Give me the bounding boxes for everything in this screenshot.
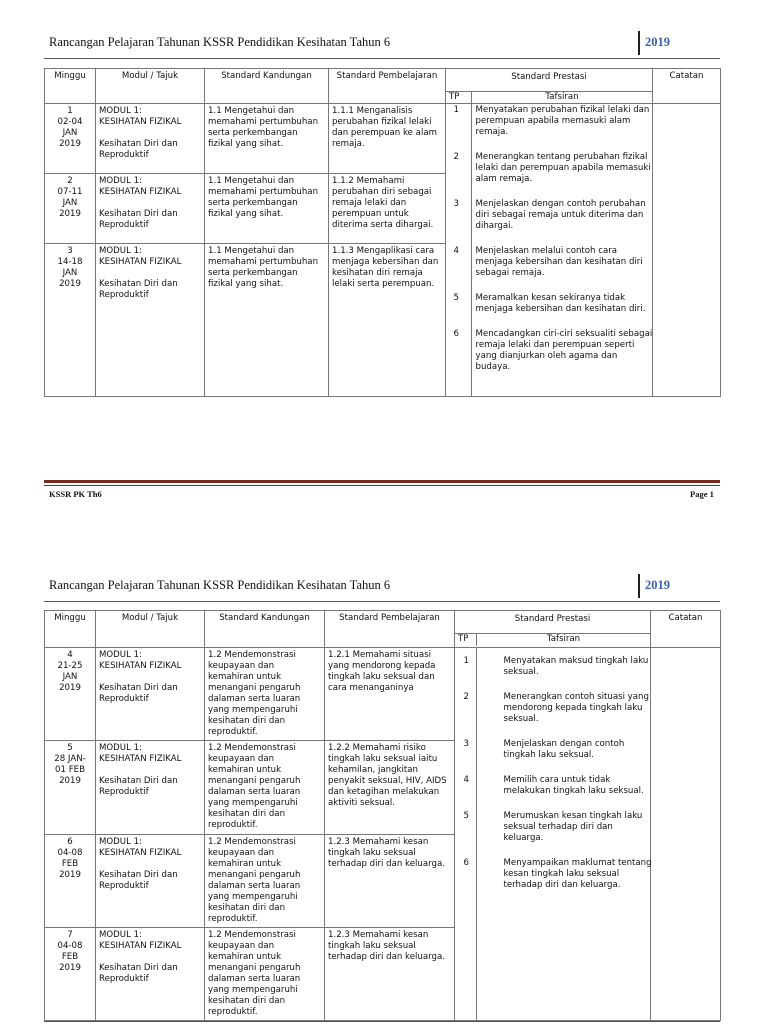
prestasi-label: Standard Prestasi — [514, 614, 591, 624]
catatan-cell — [653, 104, 721, 397]
list-item: 5 Merumuskan kesan tingkah laku seksual terhadap diri dan keluarga. — [463, 810, 643, 843]
page-number: Page 1 — [690, 489, 714, 499]
col-header-prestasi — [446, 69, 653, 104]
col-header-minggu: Minggu — [45, 69, 96, 104]
pembelajaran-cell: 1.2.3 Memahami kesan tingkah laku seksual terhadap diri dan keluarga. — [325, 834, 455, 927]
col-header-catatan: Catatan — [651, 611, 721, 648]
lesson-plan-table — [44, 68, 721, 397]
pembelajaran-cell: 1.2.3 Memahami kesan tingkah laku seksual terhadap diri dan keluarga. — [325, 927, 455, 1020]
week-cell: 7 04-08 FEB 2019 — [45, 927, 96, 1020]
list-item: 6 Menyampaikan maklumat tentang kesan tingkah laku seksual terhadap diri dan keluarga. — [463, 857, 652, 890]
footer-rule-thin — [44, 485, 720, 486]
catatan-cell — [651, 648, 721, 1021]
col-header-pembelajaran: Standard Pembelajaran — [325, 611, 455, 648]
modul-cell: MODUL 1: KESIHATAN FIZIKAL Kesihatan Diri dan Reproduktif — [96, 104, 205, 174]
header-year: 2019 — [645, 35, 670, 49]
table-row — [45, 104, 721, 174]
modul-cell: MODUL 1: KESIHATAN FIZIKAL Kesihatan Diri dan Reproduktif — [96, 927, 205, 1020]
modul-cell: MODUL 1: KESIHATAN FIZIKAL Kesihatan Diri dan Reproduktif — [96, 834, 205, 927]
list-item: 6 Mencadangkan ciri-ciri seksualiti sebagai remaja lelaki dan perempuan seperti yang dianjurkan oleh agama dan budaya. — [453, 328, 653, 372]
prestasi-cell — [446, 104, 653, 397]
kandungan-cell: 1.2 Mendemonstrasi keupayaan dan kemahiran untuk menangani pengaruh dalaman serta luaran yang mempengaruhi kesihatan diri dan reproduktif. — [205, 648, 325, 741]
week-cell: 6 04-08 FEB 2019 — [45, 834, 96, 927]
header-divider — [638, 574, 640, 598]
pembelajaran-cell: 1.1.3 Mengaplikasi cara menjaga kebersihan dan kesihatan diri remaja lelaki serta perempuan. — [329, 244, 446, 397]
pembelajaran-cell: 1.2.2 Memahami risiko tingkah laku seksual iaitu kehamilan, jangkitan penyakit seksual, HIV, AIDS dan ketagihan melakukan aktiviti seksual. — [325, 741, 455, 834]
list-item: 1 Menyatakan maksud tingkah laku seksual. — [463, 655, 649, 677]
col-header-tafsiran: Tafsiran — [546, 634, 581, 644]
table-row — [45, 648, 721, 741]
week-cell: 5 28 JAN- 01 FEB 2019 — [45, 741, 96, 834]
list-item: 1 Menyatakan perubahan fizikal lelaki dan perempuan apabila memasuki alam remaja. — [453, 104, 650, 137]
header-rule — [44, 58, 720, 59]
page-title: Rancangan Pelajaran Tahunan KSSR Pendidikan Kesihatan Tahun 6 — [49, 578, 391, 592]
col-header-kandungan: Standard Kandungan — [205, 611, 325, 648]
col-header-catatan: Catatan — [653, 69, 721, 104]
modul-cell: MODUL 1: KESIHATAN FIZIKAL Kesihatan Diri dan Reproduktif — [96, 648, 205, 741]
kandungan-cell: 1.1 Mengetahui dan memahami pertumbuhan serta perkembangan fizikal yang sihat. — [205, 174, 329, 244]
col-header-tp: TP — [455, 634, 477, 646]
list-item: 2 Menerangkan tentang perubahan fizikal lelaki dan perempuan apabila memasuki alam remaja. — [453, 151, 651, 184]
kandungan-cell: 1.1 Mengetahui dan memahami pertumbuhan serta perkembangan fizikal yang sihat. — [205, 244, 329, 397]
prestasi-list — [461, 656, 651, 905]
prestasi-label: Standard Prestasi — [511, 72, 587, 82]
list-item: 3 Menjelaskan dengan contoh perubahan diri sebagai remaja untuk diterima dan dihargai. — [453, 198, 646, 231]
list-item: 5 Meramalkan kesan sekiranya tidak menjaga kebersihan dan kesihatan diri. — [453, 292, 646, 314]
kandungan-cell: 1.2 Mendemonstrasi keupayaan dan kemahiran untuk menangani pengaruh dalaman serta luaran yang mempengaruhi kesihatan diri dan reproduktif. — [205, 741, 325, 834]
col-header-prestasi — [455, 611, 651, 648]
pembelajaran-cell: 1.2.1 Memahami situasi yang mendorong kepada tingkah laku seksual dan cara menanganinya — [325, 648, 455, 741]
week-cell: 2 07-11 JAN 2019 — [45, 174, 96, 244]
header-year: 2019 — [645, 578, 670, 592]
kandungan-cell: 1.2 Mendemonstrasi keupayaan dan kemahiran untuk menangani pengaruh dalaman serta luaran yang mempengaruhi kesihatan diri dan reproduktif. — [205, 927, 325, 1020]
col-header-kandungan: Standard Kandungan — [205, 69, 329, 104]
pembelajaran-cell: 1.1.1 Menganalisis perubahan fizikal lelaki dan perempuan ke alam remaja. — [329, 104, 446, 174]
header-divider — [638, 31, 640, 55]
header-rule — [44, 601, 720, 602]
col-header-minggu: Minggu — [45, 611, 96, 648]
list-item: 4 Memilih cara untuk tidak melakukan tingkah laku seksual. — [463, 774, 644, 796]
prestasi-subheader — [446, 91, 652, 103]
col-header-modul: Modul / Tajuk — [96, 69, 205, 104]
modul-cell: MODUL 1: KESIHATAN FIZIKAL Kesihatan Diri dan Reproduktif — [96, 741, 205, 834]
col-header-pembelajaran: Standard Pembelajaran — [329, 69, 446, 104]
page-bottom-rule — [44, 1021, 720, 1022]
list-item: 3 Menjelaskan dengan contoh tingkah laku seksual. — [463, 738, 625, 760]
pembelajaran-cell: 1.1.2 Memahami perubahan diri sebagai remaja lelaki dan perempuan untuk diterima serta dihargai. — [329, 174, 446, 244]
week-cell: 1 02-04 JAN 2019 — [45, 104, 96, 174]
lesson-plan-table — [44, 610, 721, 1021]
col-header-modul: Modul / Tajuk — [96, 611, 205, 648]
col-header-tafsiran: Tafsiran — [545, 92, 579, 102]
week-cell: 4 21-25 JAN 2019 — [45, 648, 96, 741]
list-item: 4 Menjelaskan melalui contoh cara menjaga kebersihan dan kesihatan diri sebagai remaja. — [453, 245, 643, 278]
kandungan-cell: 1.1 Mengetahui dan memahami pertumbuhan serta perkembangan fizikal yang sihat. — [205, 104, 329, 174]
prestasi-cell — [455, 648, 651, 1021]
footer-label: KSSR PK Th6 — [49, 489, 102, 499]
page-title: Rancangan Pelajaran Tahunan KSSR Pendidikan Kesihatan Tahun 6 — [49, 35, 391, 49]
footer-rule — [44, 480, 720, 483]
modul-cell: MODUL 1: KESIHATAN FIZIKAL Kesihatan Diri dan Reproduktif — [96, 244, 205, 397]
prestasi-subheader — [455, 633, 650, 646]
prestasi-list — [451, 105, 653, 387]
col-header-tp: TP — [446, 92, 472, 103]
kandungan-cell: 1.2 Mendemonstrasi keupayaan dan kemahiran untuk menangani pengaruh dalaman serta luaran yang mempengaruhi kesihatan diri dan reproduktif. — [205, 834, 325, 927]
modul-cell: MODUL 1: KESIHATAN FIZIKAL Kesihatan Diri dan Reproduktif — [96, 174, 205, 244]
list-item: 2 Menerangkan contoh situasi yang mendorong kepada tingkah laku seksual. — [463, 691, 649, 724]
week-cell: 3 14-18 JAN 2019 — [45, 244, 96, 397]
